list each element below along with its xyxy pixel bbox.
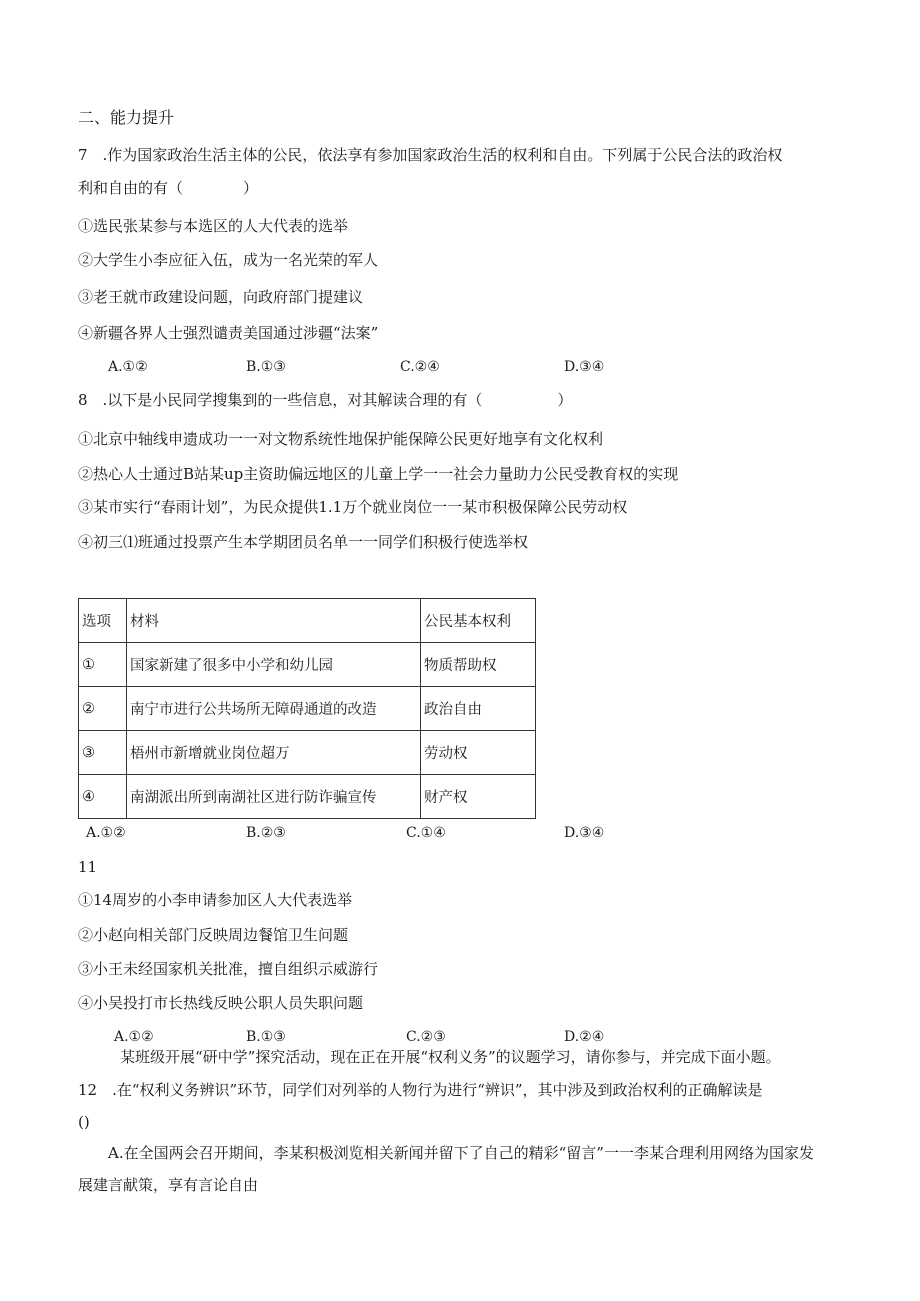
table-cell: 南宁市进行公共场所无障碍通道的改造 xyxy=(127,687,421,731)
question-11-item: ④小吴投打市长热线反映公职人员失职问题 xyxy=(78,994,364,1012)
question-7-item: ④新疆各界人士强烈谴责美国通过涉疆“法案” xyxy=(78,324,379,342)
table-cell: 国家新建了很多中小学和幼儿园 xyxy=(127,643,421,687)
table-cell: 政治自由 xyxy=(421,687,536,731)
question-11-option-b: B.①③ xyxy=(246,1029,286,1045)
question-11-item: ③小王未经国家机关批准，擅自组织示威游行 xyxy=(78,960,379,978)
question-11-item: ②小赵向相关部门反映周边餐馆卫生问题 xyxy=(78,926,349,944)
question-7-option-a: A.①② xyxy=(108,359,148,375)
table-cell: ① xyxy=(79,643,127,687)
table-row xyxy=(79,775,536,819)
question-7-item: ③老王就市政建设问题，向政府部门提建议 xyxy=(78,288,364,306)
table-cell: 南湖派出所到南湖社区进行防诈骗宣传 xyxy=(127,775,421,819)
table-cell: 财产权 xyxy=(421,775,536,819)
rights-table xyxy=(78,598,536,819)
table-header-cell: 选项 xyxy=(79,599,127,643)
question-8-item: ①北京中轴线申遗成功一一对文物系统性地保护能保障公民更好地享有文化权利 xyxy=(78,430,604,448)
question-7-option-d: D.③④ xyxy=(564,359,605,375)
table-cell: ③ xyxy=(79,731,127,775)
table-cell: ② xyxy=(79,687,127,731)
table-cell: 梧州市新增就业岗位超万 xyxy=(127,731,421,775)
question-7-option-c: C.②④ xyxy=(400,359,440,375)
question-11-option-d: D.②④ xyxy=(564,1029,605,1045)
question-12-option-a-line1: A.在全国两会召开期间，李某积极浏览相关新闻并留下了自己的精彩“留言”一一李某合理利用网络为国家发 xyxy=(108,1144,814,1162)
question-8-stem: 8 .以下是小民同学搜集到的一些信息，对其解读合理的有（ ） xyxy=(78,391,573,409)
section-title: 二、能力提升 xyxy=(78,108,175,127)
question-7-item: ②大学生小李应征入伍，成为一名光荣的军人 xyxy=(78,251,379,269)
question-8-item: ②热心人士通过B站某up主资助偏远地区的儿童上学一一社会力量助力公民受教育权的实现 xyxy=(78,465,679,483)
question-7-stem-line2: 利和自由的有（ ） xyxy=(78,179,259,197)
question-12-stem-line1: 12 .在“权利义务辨识”环节，同学们对列举的人物行为进行“辨识”，其中涉及到政治权利的正确解读是 xyxy=(78,1081,763,1099)
table-option-b: B.②③ xyxy=(246,825,286,841)
question-7-item: ①选民张某参与本选区的人大代表的选举 xyxy=(78,217,349,235)
table-header-cell: 材料 xyxy=(127,599,421,643)
question-8-item: ③某市实行“春雨计划”，为民众提供1.1万个就业岗位一一某市积极保障公民劳动权 xyxy=(78,498,628,516)
table-row xyxy=(79,731,536,775)
table-option-c: C.①④ xyxy=(406,825,446,841)
table-header-row xyxy=(79,599,536,643)
question-11-item: ①14周岁的小李申请参加区人大代表选举 xyxy=(78,891,353,909)
activity-intro: 某班级开展“研中学”探究活动，现在正在开展“权利义务”的议题学习，请你参与，并完成下面小题。 xyxy=(120,1048,781,1066)
question-12-stem-line2: () xyxy=(78,1113,90,1131)
question-11-option-c: C.②③ xyxy=(406,1029,446,1045)
table-row xyxy=(79,643,536,687)
table-cell: ④ xyxy=(79,775,127,819)
table-cell: 物质帮助权 xyxy=(421,643,536,687)
question-11-number: 11 xyxy=(78,858,98,876)
table-header-cell: 公民基本权利 xyxy=(421,599,536,643)
question-11-option-a: A.①② xyxy=(114,1029,154,1045)
table-option-d: D.③④ xyxy=(564,825,605,841)
question-8-item: ④初三⑴班通过投票产生本学期团员名单一一同学们积极行使选举权 xyxy=(78,533,529,551)
table-option-a: A.①② xyxy=(86,825,126,841)
table-row xyxy=(79,687,536,731)
question-7-stem-line1: 7 .作为国家政治生活主体的公民，依法享有参加国家政治生活的权利和自由。下列属于公民合法的政治权 xyxy=(78,146,783,164)
question-7-option-b: B.①③ xyxy=(246,359,286,375)
question-12-option-a-line2: 展建言献策，享有言论自由 xyxy=(78,1176,259,1194)
table-cell: 劳动权 xyxy=(421,731,536,775)
